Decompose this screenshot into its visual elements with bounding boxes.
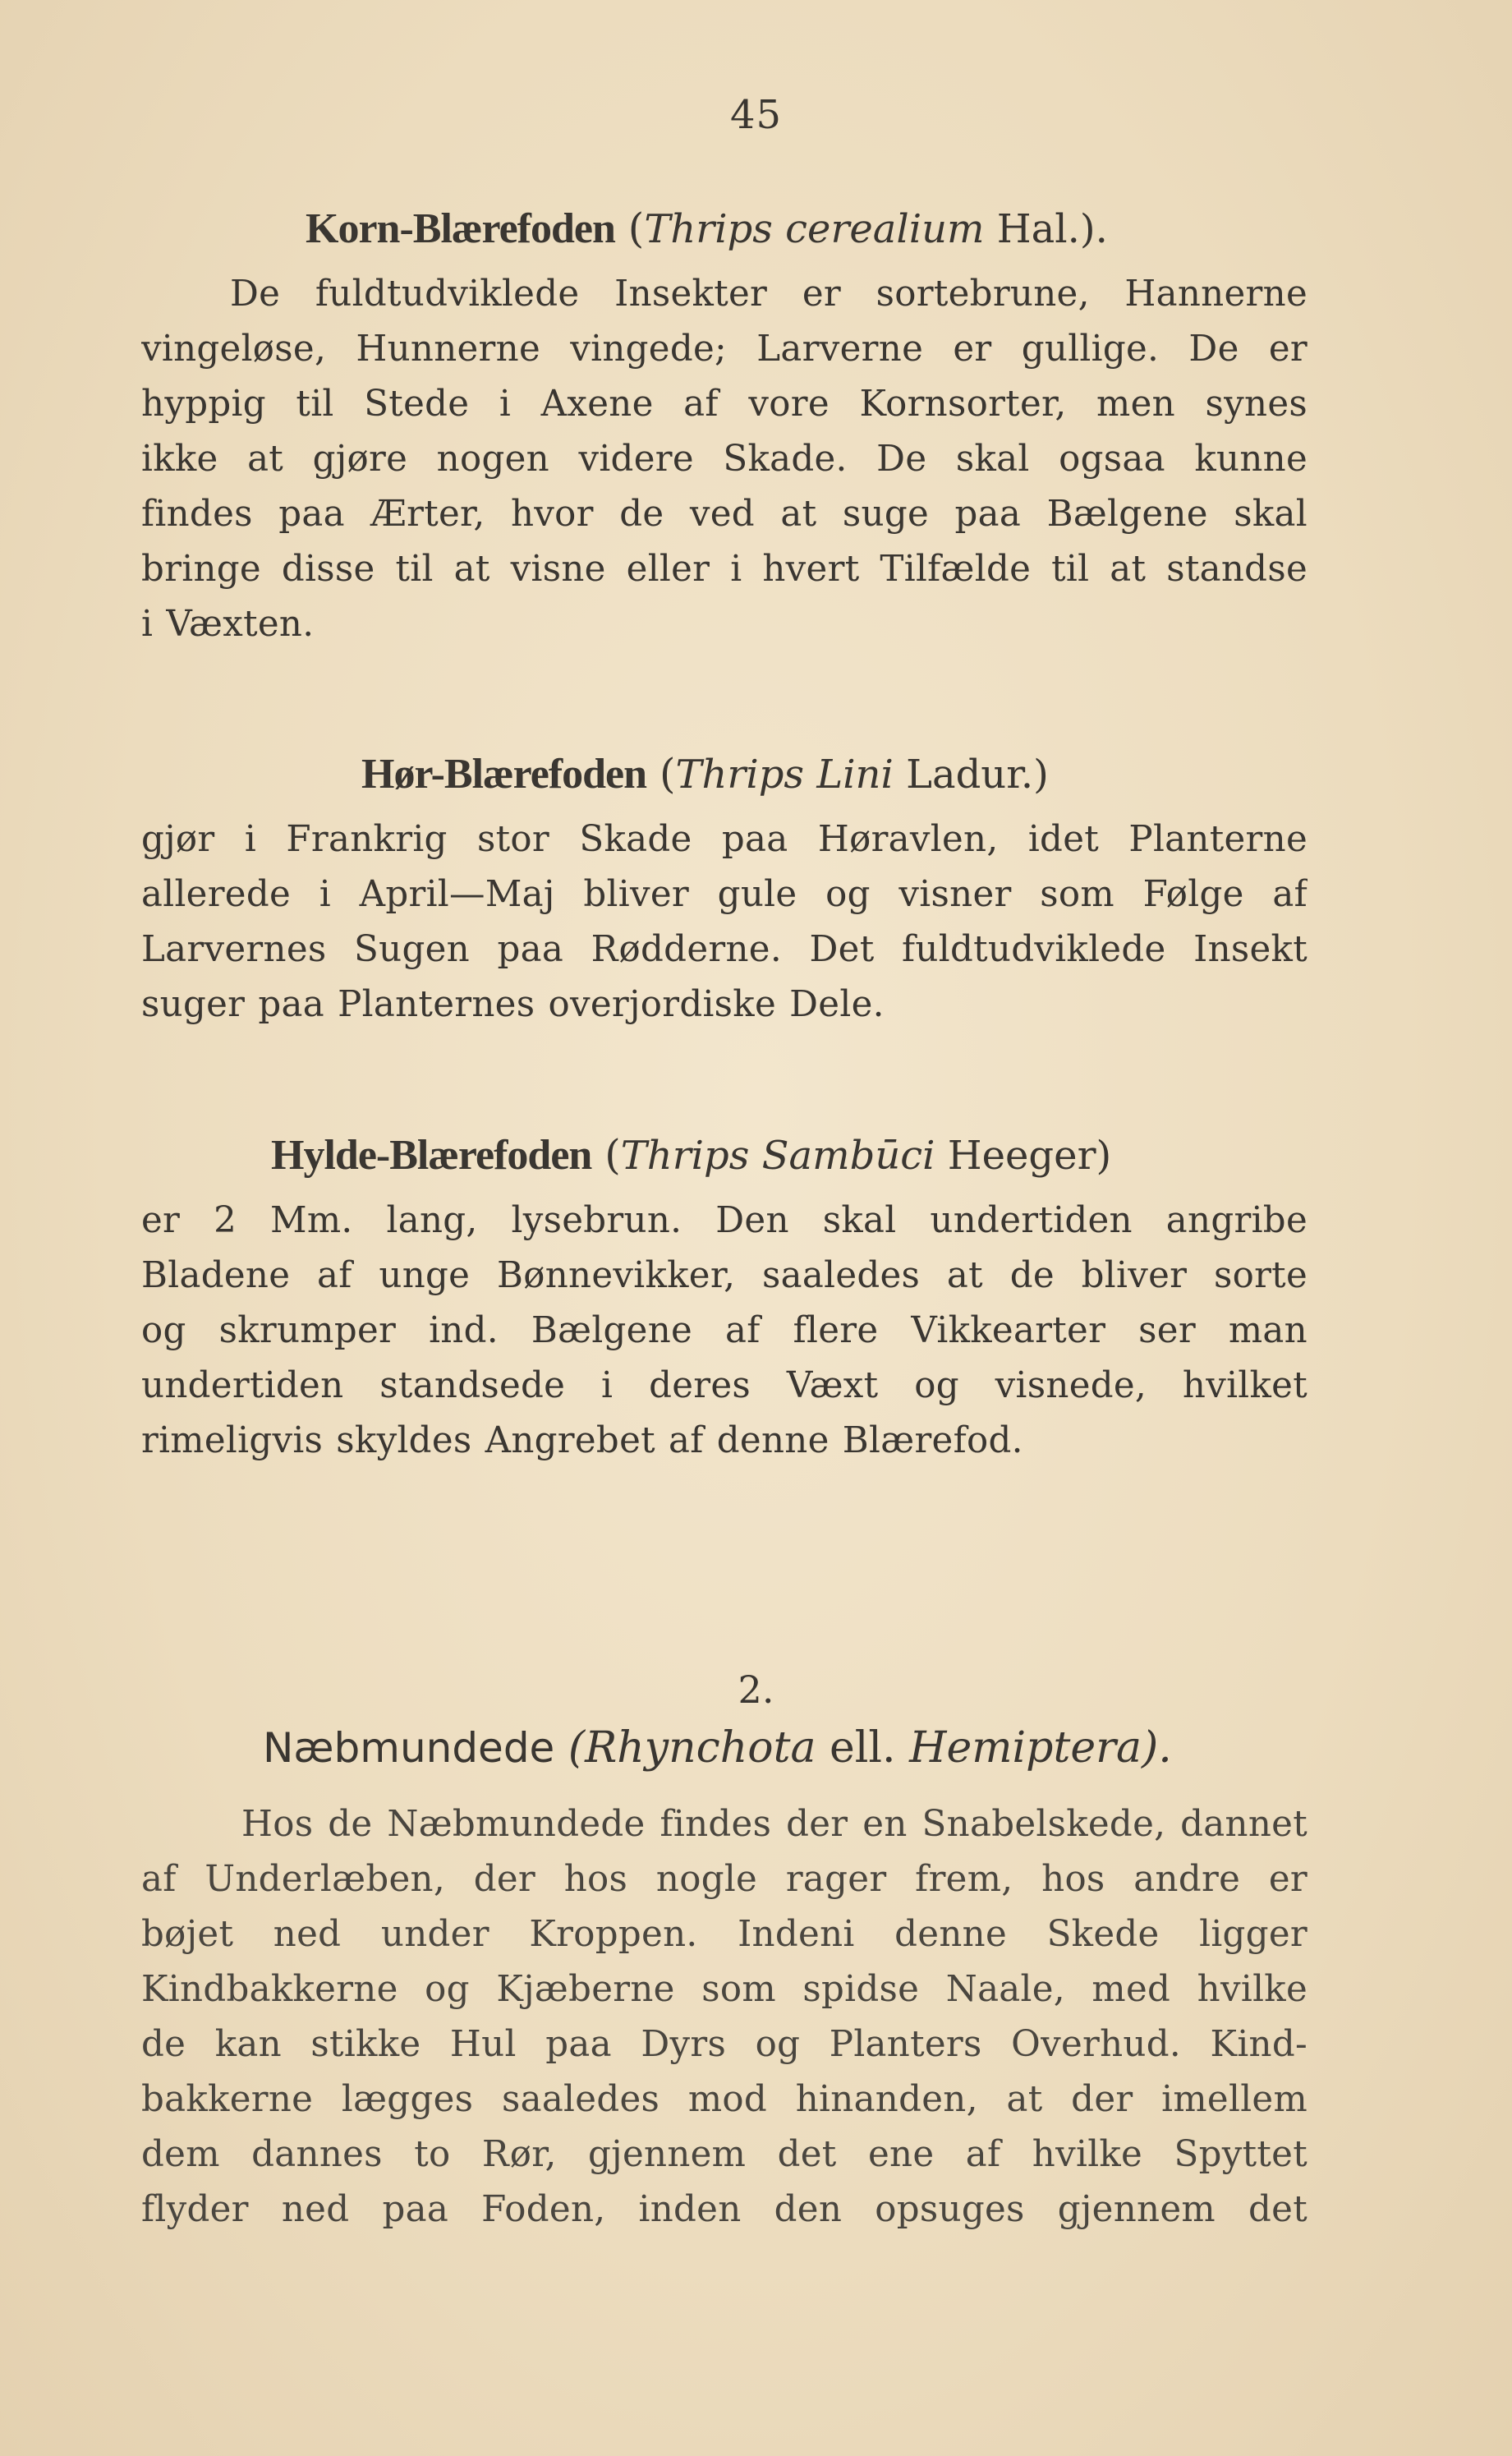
section-heading (141, 749, 1307, 799)
heading-paren: ( (614, 205, 645, 252)
text-line: undertiden standsede i deres Væxt og visnede, hvilket (141, 1365, 1307, 1406)
paragraph (141, 812, 1307, 1033)
text-line: Kindbakkerne og Kjæberne som spidse Naale, med hvilke (141, 1969, 1307, 2010)
text-line: gjør i Frankrig stor Skade paa Høravlen, idet Planterne (141, 819, 1307, 860)
page-number: 45 (729, 92, 783, 138)
heading-scientific-name: (Rhynchota (568, 1723, 816, 1773)
heading-paren: ( (646, 750, 676, 798)
heading-author: Hal.). (984, 206, 1108, 252)
text-line: flyder ned paa Foden, inden den opsuges gjennem det (141, 2189, 1307, 2230)
paragraph (141, 1797, 1307, 2238)
chapter-number: 2. (738, 1667, 774, 1712)
chapter-naebmundede (141, 1723, 1307, 2238)
text-line: ikke at gjøre nogen videre Skade. De skal ogsaa kunne (141, 439, 1307, 480)
heading-scientific-name: Thrips Sambūci (620, 1133, 935, 1179)
heading-paren: ( (591, 1131, 621, 1179)
text-line: i Væxten. (141, 604, 315, 645)
heading-name: Hylde-Blærefoden (271, 1132, 592, 1179)
text-line: vingeløse, Hunnerne vingede; Larverne er gullige. De er (141, 329, 1307, 370)
text-line: findes paa Ærter, hvor de ved at suge paa Bælgene skal (141, 494, 1307, 535)
text-line: bakkerne lægges saaledes mod hinanden, at der imellem (141, 2079, 1307, 2120)
heading-name: Korn-Blærefoden (306, 205, 615, 252)
text-line: Larvernes Sugen paa Rødderne. Det fuldtudviklede Insekt (141, 929, 1307, 970)
heading-author: Heeger) (935, 1133, 1112, 1179)
text-line: dem dannes to Rør, gjennem det ene af hvilke Spyttet (141, 2134, 1307, 2175)
chapter-heading (141, 1723, 1307, 1773)
section-korn-blaerefoden (141, 204, 1307, 652)
text-line: rimeligvis skyldes Angrebet af denne Blærefod. (141, 1420, 1023, 1461)
text-line: De fuldtudviklede Insekter er sortebrune, Hannerne (230, 274, 1307, 315)
heading-scientific-name: Thrips cerealium (644, 206, 985, 252)
paragraph (141, 267, 1307, 652)
text-line: Bladene af unge Bønnevikker, saaledes at de bliver sorte (141, 1255, 1307, 1296)
text-line: suger paa Planternes overjordiske Dele. (141, 984, 885, 1025)
text-line: hyppig til Stede i Axene af vore Kornsorter, men synes (141, 384, 1307, 425)
heading-conjunction: ell. (816, 1723, 910, 1773)
text-line: allerede i April—Maj bliver gule og visner som Følge af (141, 874, 1307, 915)
text-line: Hos de Næbmundede findes der en Snabelskede, dannet (241, 1804, 1307, 1845)
text-line: bøjet ned under Kroppen. Indeni denne Skede ligger (141, 1914, 1307, 1955)
section-heading (141, 204, 1307, 254)
section-hylde-blaerefoden (141, 1130, 1307, 1469)
heading-author: Ladur.) (893, 752, 1049, 798)
text-line: de kan stikke Hul paa Dyrs og Planters Overhud. Kind- (141, 2024, 1307, 2065)
paragraph (141, 1194, 1307, 1469)
heading-scientific-name: Thrips Lini (675, 752, 894, 798)
text-line: bringe disse til at visne eller i hvert Tilfælde til at standse (141, 549, 1307, 590)
heading-name: Næbmundede (263, 1724, 555, 1772)
heading-scientific-name-alt: Hemiptera). (909, 1723, 1172, 1773)
text-line: af Underlæben, der hos nogle rager frem, hos andre er (141, 1859, 1307, 1900)
text-line: er 2 Mm. lang, lysebrun. Den skal undertiden angribe (141, 1200, 1307, 1241)
section-hor-blaerefoden (141, 749, 1307, 1033)
section-heading (141, 1130, 1307, 1180)
text-line: og skrumper ind. Bælgene af flere Vikkearter ser man (141, 1310, 1307, 1351)
heading-name: Hør-Blærefoden (361, 751, 647, 798)
